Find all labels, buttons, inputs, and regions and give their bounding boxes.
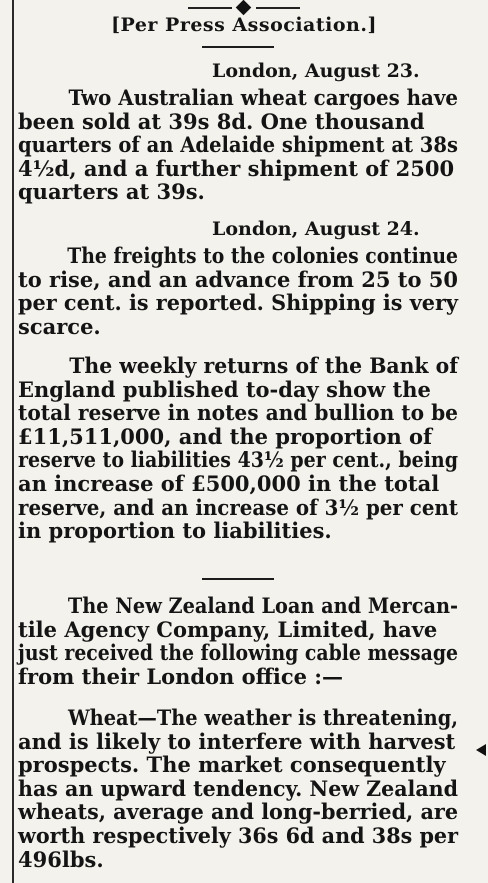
source-header: [Per Press Association.]	[111, 14, 377, 36]
text-line: £11,511,000, and the proportion of	[18, 423, 433, 449]
text-line: to rise, and an advance from 25 to 50	[18, 266, 458, 292]
text-line: quarters at 39s.	[18, 179, 205, 205]
ornament-line-right	[256, 7, 300, 9]
dispatch-aug-24	[18, 244, 458, 338]
nz-loan-paragraph	[18, 594, 458, 688]
text-line: quarters of an Adelaide shipment at 38s	[18, 132, 458, 158]
ornament-diamond-icon	[236, 0, 252, 15]
text-line: reserve, and an increase of 3½ per cent	[18, 494, 458, 520]
text-line: reserve to liabilities 43½ per cent., being	[18, 447, 458, 473]
text-line: Two Australian wheat cargoes have	[68, 85, 459, 110]
text-line: from their London office :—	[18, 663, 344, 689]
text-line: The weekly returns of the Bank of	[69, 353, 458, 378]
column-border	[12, 0, 14, 883]
dateline-aug-24: London, August 24.	[212, 218, 420, 240]
dispatch-aug-23	[18, 86, 458, 204]
dateline-aug-23: London, August 23.	[212, 60, 420, 82]
margin-arrow-icon	[476, 744, 486, 756]
text-line: scarce.	[18, 313, 101, 339]
wheat-paragraph	[18, 706, 458, 871]
text-line: The freights to the colonies continue	[67, 243, 459, 268]
section-rule	[202, 578, 274, 580]
text-line: prospects. The market consequently	[18, 752, 446, 778]
top-ornament	[188, 2, 300, 14]
text-line: Wheat—The weather is threatening,	[67, 705, 458, 730]
text-line: tile Agency Company, Limited, have	[18, 616, 438, 642]
header-rule	[202, 46, 274, 48]
text-line: and is likely to interfere with harvest	[18, 728, 456, 754]
text-line: England published to-day show the	[18, 376, 431, 402]
text-line: has an upward tendency. New Zealand	[18, 775, 458, 801]
text-line: wheats, average and long-berried, are	[18, 799, 458, 825]
text-line: just received the following cable message	[18, 640, 458, 666]
text-line: been sold at 39s 8d. One thousand	[18, 108, 425, 134]
text-line: 4½d, and a further shipment of 2500	[18, 155, 455, 181]
ornament-line-left	[188, 7, 232, 9]
text-line: total reserve in notes and bullion to be	[18, 400, 458, 426]
text-line: an increase of £500,000 in the total	[18, 470, 440, 496]
text-line: The New Zealand Loan and Mercan-	[67, 593, 459, 618]
text-line: 496lbs.	[18, 846, 104, 872]
text-line: per cent. is reported. Shipping is very	[18, 290, 458, 316]
text-line: in proportion to liabilities.	[18, 518, 332, 544]
text-line: worth respectively 36s 6d and 38s per	[18, 822, 458, 848]
bank-returns-paragraph	[18, 354, 458, 543]
